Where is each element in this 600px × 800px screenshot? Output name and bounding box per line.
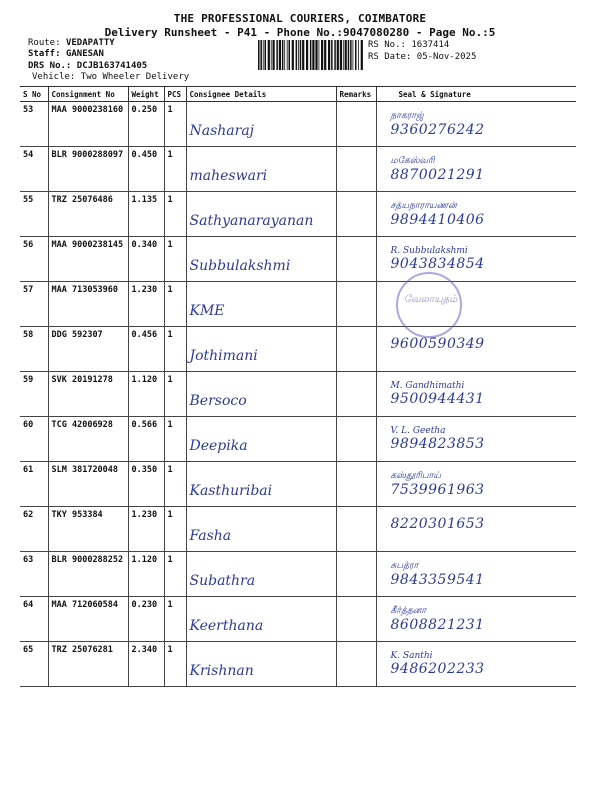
table-row: [20, 462, 576, 507]
cell-sno: 65: [20, 642, 48, 687]
barcode-bar: [292, 40, 294, 70]
table-row: [20, 192, 576, 237]
cell-sno: 57: [20, 282, 48, 327]
barcode-bar: [273, 40, 275, 70]
stamp-signature: வேலாயுதம்: [404, 294, 458, 305]
col-header-pcs: PCS: [164, 87, 186, 102]
receiver-signature: மகேஸ்வரி: [390, 156, 435, 166]
barcode-bar: [287, 40, 288, 70]
barcode-bar: [289, 40, 291, 70]
col-header-remarks: Remarks: [336, 87, 376, 102]
consignee-handwritten-name: Keerthana: [189, 618, 264, 634]
cell-consignee: [186, 282, 336, 327]
staff-value: GANESAN: [65, 49, 104, 59]
barcode-bar: [345, 40, 347, 70]
receiver-phone: 9360276242: [390, 122, 485, 138]
cell-pcs: 1: [164, 552, 186, 597]
rs-no-line: RS No.: 1637414: [368, 40, 450, 50]
receiver-phone: 8220301653: [390, 516, 485, 532]
cell-remarks: [336, 597, 376, 642]
cell-sno: 61: [20, 462, 48, 507]
barcode-bar: [279, 40, 281, 70]
cell-consignment: BLR 9000288252: [48, 552, 128, 597]
table-row: [20, 102, 576, 147]
table-row: [20, 327, 576, 372]
barcode-bar: [337, 40, 339, 70]
cell-sno: 59: [20, 372, 48, 417]
receiver-phone: 9043834854: [390, 256, 485, 272]
cell-consignment: SLM 381720048: [48, 462, 128, 507]
cell-consignee: [186, 642, 336, 687]
cell-pcs: 1: [164, 147, 186, 192]
barcode-bar: [353, 40, 354, 70]
barcode-bar: [284, 40, 285, 70]
table-row: [20, 507, 576, 552]
cell-consignment: DDG 592307: [48, 327, 128, 372]
cell-weight: 0.450: [128, 147, 164, 192]
cell-pcs: 1: [164, 237, 186, 282]
drs-value: DCJB163741405: [76, 61, 148, 71]
cell-weight: 1.120: [128, 372, 164, 417]
cell-sno: 56: [20, 237, 48, 282]
cell-weight: 0.230: [128, 597, 164, 642]
cell-consignment: MAA 9000238160: [48, 102, 128, 147]
cell-seal-signature: [376, 237, 576, 282]
cell-pcs: 1: [164, 597, 186, 642]
table-row: [20, 417, 576, 462]
cell-weight: 0.250: [128, 102, 164, 147]
cell-weight: 1.230: [128, 282, 164, 327]
consignee-handwritten-name: Fasha: [189, 528, 232, 544]
table-row: [20, 237, 576, 282]
cell-sno: 60: [20, 417, 48, 462]
cell-remarks: [336, 507, 376, 552]
cell-consignment: BLR 9000288097: [48, 147, 128, 192]
staff-line: Staff: GANESAN: [28, 49, 104, 59]
cell-remarks: [336, 417, 376, 462]
barcode-bar: [321, 40, 323, 70]
cell-sno: 62: [20, 507, 48, 552]
barcode-bar: [319, 40, 320, 70]
barcode-bar: [350, 40, 352, 70]
cell-weight: 0.350: [128, 462, 164, 507]
vehicle-line: Vehicle: Two Wheeler Delivery: [32, 72, 190, 82]
cell-consignee: [186, 462, 336, 507]
cell-seal-signature: [376, 462, 576, 507]
consignee-handwritten-name: maheswari: [189, 168, 268, 184]
table-row: [20, 147, 576, 192]
cell-pcs: 1: [164, 372, 186, 417]
receiver-signature: R. Subbulakshmi: [390, 246, 468, 256]
cell-weight: 0.566: [128, 417, 164, 462]
table-row: [20, 597, 576, 642]
barcode-bar: [302, 40, 304, 70]
cell-consignee: [186, 597, 336, 642]
barcode-bar: [334, 40, 336, 70]
barcode-bar: [258, 40, 260, 70]
route-value: VEDAPATTY: [65, 38, 115, 48]
seal-stamp: [396, 272, 462, 338]
cell-consignment: TRZ 25076281: [48, 642, 128, 687]
barcode-bar: [298, 40, 299, 70]
cell-seal-signature: [376, 507, 576, 552]
cell-consignee: [186, 192, 336, 237]
barcode-bar: [310, 40, 312, 70]
cell-consignee: [186, 507, 336, 552]
receiver-signature: கீர்த்தனா: [390, 606, 427, 616]
cell-seal-signature: [376, 597, 576, 642]
runsheet-subtitle: Delivery Runsheet - P41 - Phone No.:9047080280 - Page No.:5: [104, 26, 496, 39]
cell-remarks: [336, 642, 376, 687]
consignee-handwritten-name: KME: [189, 303, 225, 319]
cell-consignee: [186, 102, 336, 147]
table-row: [20, 642, 576, 687]
table-row: [20, 552, 576, 597]
cell-remarks: [336, 192, 376, 237]
cell-sno: 58: [20, 327, 48, 372]
barcode-bar: [324, 40, 326, 70]
runsheet-table: [20, 86, 576, 687]
receiver-signature: V. L. Geetha: [390, 426, 446, 436]
cell-consignment: TKY 953384: [48, 507, 128, 552]
cell-pcs: 1: [164, 462, 186, 507]
barcode-bar: [263, 40, 264, 70]
table-row: [20, 282, 576, 327]
cell-remarks: [336, 282, 376, 327]
cell-remarks: [336, 102, 376, 147]
cell-consignment: TRZ 25076486: [48, 192, 128, 237]
cell-consignment: SVK 20191278: [48, 372, 128, 417]
receiver-signature: சுபத்ரா: [390, 561, 419, 571]
barcode-image: [258, 40, 366, 70]
barcode-bar: [276, 40, 278, 70]
receiver-signature: சத்யநாராயணன்: [390, 201, 457, 211]
vehicle-value: Two Wheeler Delivery: [80, 72, 190, 82]
barcode-bar: [312, 40, 314, 70]
cell-weight: 1.120: [128, 552, 164, 597]
rs-date-value: 05-Nov-2025: [416, 52, 477, 62]
consignee-handwritten-name: Krishnan: [189, 663, 254, 679]
cell-seal-signature: [376, 417, 576, 462]
cell-consignee: [186, 417, 336, 462]
barcode-bar: [268, 40, 270, 70]
barcode-bar: [340, 40, 342, 70]
barcode-bar: [328, 40, 330, 70]
barcode-bar: [265, 40, 267, 70]
cell-seal-signature: [376, 372, 576, 417]
rs-no-value: 1637414: [411, 40, 450, 50]
cell-consignment: MAA 713053960: [48, 282, 128, 327]
receiver-phone: 7539961963: [390, 482, 485, 498]
cell-consignee: [186, 552, 336, 597]
cell-seal-signature: [376, 102, 576, 147]
receiver-phone: 8870021291: [390, 167, 485, 183]
table-header-row: [20, 87, 576, 102]
receiver-phone: 9843359541: [390, 572, 485, 588]
cell-pcs: 1: [164, 507, 186, 552]
cell-weight: 2.340: [128, 642, 164, 687]
barcode-bar: [358, 40, 359, 70]
barcode-bar: [282, 40, 284, 70]
receiver-signature: K. Santhi: [390, 651, 433, 661]
receiver-phone: 9894410406: [390, 212, 485, 228]
barcode-bar: [271, 40, 272, 70]
barcode-bar: [361, 40, 363, 70]
receiver-phone: 9894823853: [390, 436, 485, 452]
cell-pcs: 1: [164, 327, 186, 372]
cell-seal-signature: [376, 147, 576, 192]
drs-line: DRS No.: DCJB163741405: [28, 61, 148, 71]
col-header-weight: Weight: [128, 87, 164, 102]
barcode-bar: [306, 40, 308, 70]
consignee-handwritten-name: Kasthuribai: [189, 483, 273, 499]
receiver-signature: M. Gandhimathi: [390, 381, 465, 391]
cell-consignee: [186, 327, 336, 372]
cell-consignee: [186, 147, 336, 192]
col-header-signature: Seal & Signature: [376, 87, 576, 102]
cell-sno: 55: [20, 192, 48, 237]
cell-pcs: 1: [164, 417, 186, 462]
cell-consignee: [186, 237, 336, 282]
cell-weight: 0.456: [128, 327, 164, 372]
cell-seal-signature: [376, 552, 576, 597]
barcode-bar: [343, 40, 344, 70]
cell-remarks: [336, 372, 376, 417]
consignee-handwritten-name: Jothimani: [189, 348, 258, 364]
consignee-handwritten-name: Bersoco: [189, 393, 247, 409]
consignee-handwritten-name: Subbulakshmi: [189, 258, 291, 274]
receiver-signature: நாகராஜ்: [390, 111, 424, 121]
barcode-bar: [348, 40, 350, 70]
cell-remarks: [336, 237, 376, 282]
cell-remarks: [336, 327, 376, 372]
barcode-bar: [260, 40, 262, 70]
cell-weight: 0.340: [128, 237, 164, 282]
cell-seal-signature: [376, 192, 576, 237]
receiver-phone: 9500944431: [390, 391, 485, 407]
col-header-consignment: Consignment No: [48, 87, 128, 102]
cell-seal-signature: [376, 642, 576, 687]
col-header-consignee: Consignee Details: [186, 87, 336, 102]
consignee-handwritten-name: Deepika: [189, 438, 248, 454]
barcode-bar: [296, 40, 298, 70]
cell-pcs: 1: [164, 642, 186, 687]
cell-remarks: [336, 147, 376, 192]
barcode-bar: [315, 40, 317, 70]
cell-sno: 64: [20, 597, 48, 642]
cell-sno: 54: [20, 147, 48, 192]
col-header-sno: S No: [20, 87, 48, 102]
rs-date-line: RS Date: 05-Nov-2025: [368, 52, 477, 62]
receiver-phone: 9600590349: [390, 336, 485, 352]
cell-remarks: [336, 552, 376, 597]
cell-pcs: 1: [164, 102, 186, 147]
receiver-signature: கஸ்தூரிபாய்: [390, 471, 442, 481]
route-line: Route: VEDAPATTY: [28, 38, 115, 48]
company-title: THE PROFESSIONAL COURIERS, COIMBATORE: [173, 12, 427, 25]
cell-consignment: MAA 9000238145: [48, 237, 128, 282]
cell-consignment: MAA 712060584: [48, 597, 128, 642]
barcode-bar: [331, 40, 333, 70]
consignee-handwritten-name: Nasharaj: [189, 123, 255, 139]
cell-weight: 1.230: [128, 507, 164, 552]
table-row: [20, 372, 576, 417]
cell-sno: 63: [20, 552, 48, 597]
barcode-bar: [300, 40, 302, 70]
cell-pcs: 1: [164, 192, 186, 237]
cell-consignment: TCG 42006928: [48, 417, 128, 462]
receiver-phone: 8608821231: [390, 617, 485, 633]
cell-pcs: 1: [164, 282, 186, 327]
cell-seal-signature: [376, 327, 576, 372]
cell-sno: 53: [20, 102, 48, 147]
receiver-phone: 9486202233: [390, 661, 485, 677]
consignee-handwritten-name: Sathyanarayanan: [189, 213, 314, 229]
consignee-handwritten-name: Subathra: [189, 573, 256, 589]
cell-consignee: [186, 372, 336, 417]
barcode-bar: [355, 40, 357, 70]
cell-weight: 1.135: [128, 192, 164, 237]
cell-remarks: [336, 462, 376, 507]
